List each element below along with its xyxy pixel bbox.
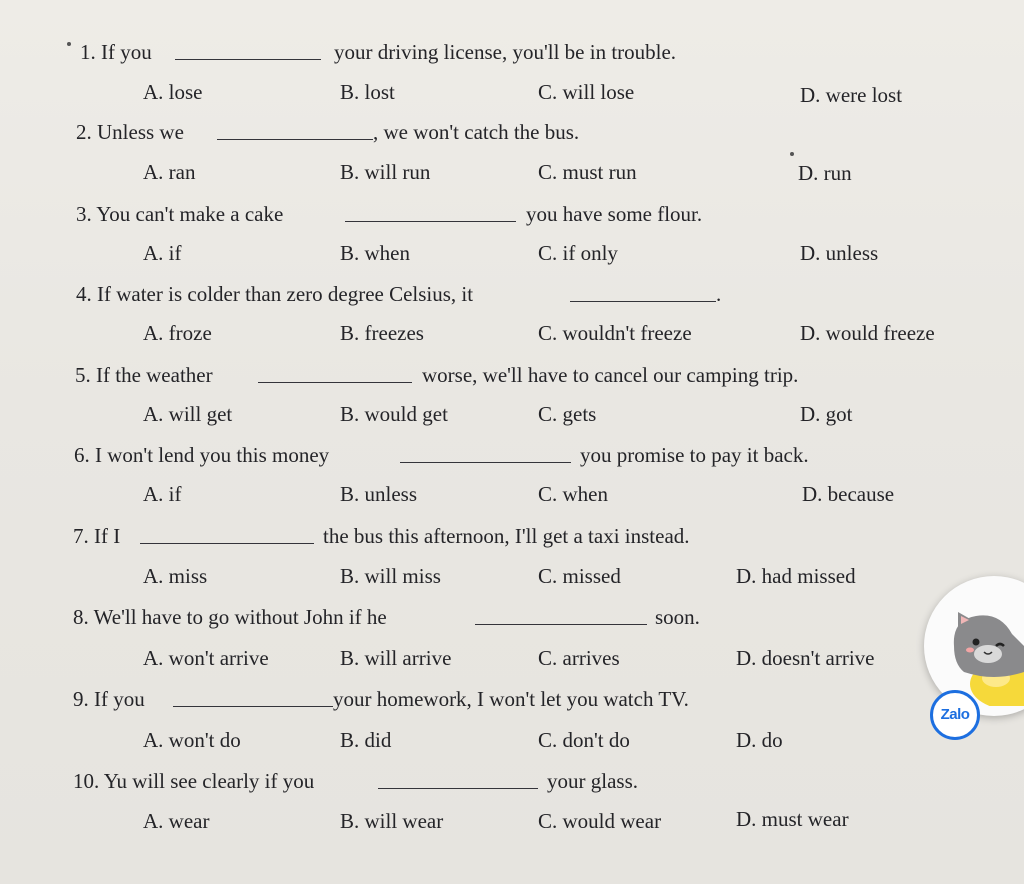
option-c: C. when xyxy=(538,482,608,506)
question-text: 8. We'll have to go without John if he xyxy=(73,605,387,629)
option-d: D. run xyxy=(798,161,852,185)
option-c: C. missed xyxy=(538,564,621,588)
option-d: D. because xyxy=(802,482,895,506)
answer-blank xyxy=(140,543,314,544)
option-d: D. must wear xyxy=(736,807,849,831)
answer-blank xyxy=(258,382,412,383)
question-text: 5. If the weather xyxy=(75,363,213,387)
question-text-rest: you have some flour. xyxy=(526,202,703,226)
question-text-rest: you promise to pay it back. xyxy=(580,443,809,467)
option-d: D. unless xyxy=(800,241,879,265)
option-a: A. if xyxy=(143,482,182,506)
option-d: D. do xyxy=(736,728,783,752)
option-a: A. lose xyxy=(143,80,203,104)
option-a: A. if xyxy=(143,241,182,265)
option-c: C. wouldn't freeze xyxy=(538,321,692,345)
question-text: 3. You can't make a cake xyxy=(76,202,284,226)
option-a: A. wear xyxy=(143,809,210,833)
question-5 xyxy=(0,360,1024,390)
question-text: 2. Unless we xyxy=(76,120,184,144)
question-2 xyxy=(0,117,1024,147)
answer-blank xyxy=(475,624,647,625)
question-text-rest: your glass. xyxy=(547,769,638,793)
question-text-rest: your driving license, you'll be in trouble. xyxy=(334,40,677,64)
option-c: C. if only xyxy=(538,241,618,265)
option-d: D. got xyxy=(800,402,853,426)
question-3 xyxy=(0,199,1024,229)
option-a: A. will get xyxy=(143,402,233,426)
question-8 xyxy=(0,602,1024,632)
answer-blank xyxy=(378,788,538,789)
question-7 xyxy=(0,521,1024,551)
option-b: B. unless xyxy=(340,482,418,506)
question-10 xyxy=(0,766,1024,796)
question-9 xyxy=(0,684,1024,714)
option-b: B. when xyxy=(340,241,410,265)
option-a: A. won't do xyxy=(143,728,241,752)
option-c: C. don't do xyxy=(538,728,630,752)
option-b: B. did xyxy=(340,728,392,752)
option-b: B. will wear xyxy=(340,809,444,833)
option-a: A. miss xyxy=(143,564,208,588)
answer-blank xyxy=(217,139,373,140)
question-text-rest: your homework, I won't let you watch TV. xyxy=(333,687,689,711)
option-d: D. would freeze xyxy=(800,321,935,345)
question-6 xyxy=(0,440,1024,470)
question-text: 1. If you xyxy=(80,40,152,64)
option-b: B. will arrive xyxy=(340,646,452,670)
answer-blank xyxy=(173,706,333,707)
question-text: 7. If I xyxy=(73,524,121,548)
question-text: 6. I won't lend you this money xyxy=(74,443,330,467)
question-text-rest: . xyxy=(716,282,722,306)
answer-blank xyxy=(570,301,716,302)
question-text: 4. If water is colder than zero degree Celsius, it xyxy=(76,282,474,306)
question-text: 10. Yu will see clearly if you xyxy=(73,769,315,793)
question-text-rest: the bus this afternoon, I'll get a taxi instead. xyxy=(323,524,690,548)
option-c: C. gets xyxy=(538,402,597,426)
option-b: B. will run xyxy=(340,160,431,184)
option-b: B. lost xyxy=(340,80,395,104)
option-d: D. were lost xyxy=(800,83,903,107)
option-c: C. arrives xyxy=(538,646,620,670)
zalo-chat-widget[interactable] xyxy=(924,576,1024,736)
cat-sticker-icon xyxy=(924,576,1024,706)
question-text-rest: , we won't catch the bus. xyxy=(373,120,580,144)
answer-blank xyxy=(400,462,571,463)
option-b: B. would get xyxy=(340,402,448,426)
option-b: B. freezes xyxy=(340,321,424,345)
answer-blank xyxy=(345,221,516,222)
option-c: C. would wear xyxy=(538,809,662,833)
option-a: A. ran xyxy=(143,160,196,184)
speck xyxy=(67,42,71,46)
option-d: D. doesn't arrive xyxy=(736,646,875,670)
answer-blank xyxy=(175,59,321,60)
question-text-rest: soon. xyxy=(655,605,700,629)
speck xyxy=(790,152,794,156)
option-c: C. must run xyxy=(538,160,637,184)
question-4 xyxy=(0,279,1024,309)
question-text-rest: worse, we'll have to cancel our camping trip. xyxy=(422,363,799,387)
option-d: D. had missed xyxy=(736,564,856,588)
option-b: B. will miss xyxy=(340,564,441,588)
option-a: A. froze xyxy=(143,321,212,345)
option-a: A. won't arrive xyxy=(143,646,269,670)
question-1 xyxy=(0,37,1024,67)
option-c: C. will lose xyxy=(538,80,635,104)
zalo-logo[interactable]: Zalo xyxy=(930,690,980,740)
question-text: 9. If you xyxy=(73,687,145,711)
